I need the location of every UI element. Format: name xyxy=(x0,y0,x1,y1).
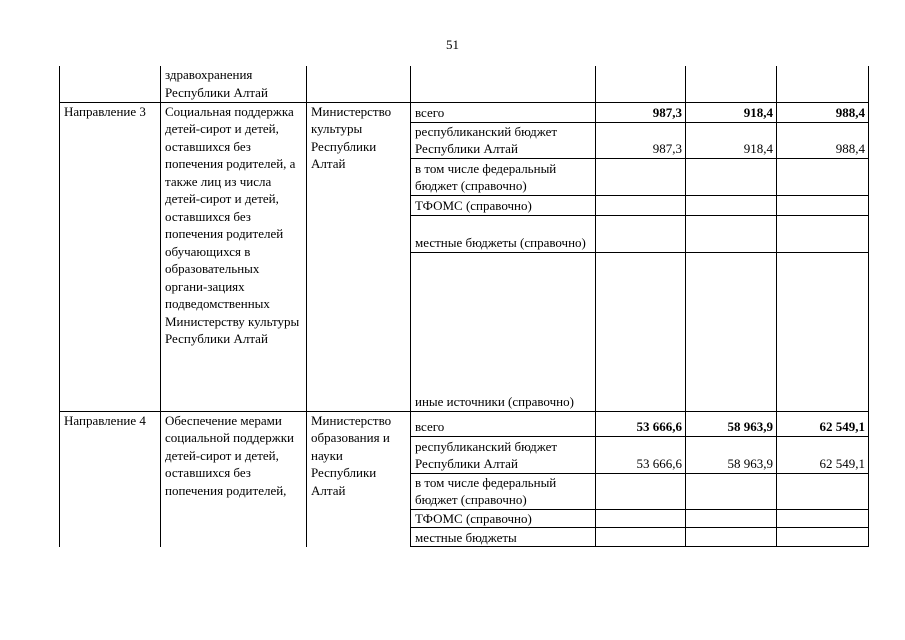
value-year-2: 58 963,9 xyxy=(686,411,777,436)
source-label: ТФОМС (справочно) xyxy=(411,509,596,528)
source-label: ТФОМС (справочно) xyxy=(411,195,596,215)
value-year-1: 53 666,6 xyxy=(596,436,686,473)
value-year-3: 62 549,1 xyxy=(777,436,869,473)
direction-label: Направление 3 xyxy=(60,102,161,411)
value-year-2 xyxy=(686,215,777,252)
value-year-2 xyxy=(686,509,777,528)
source-cell-prev xyxy=(411,66,596,102)
value-year-2 xyxy=(686,528,777,547)
source-label: всего xyxy=(411,102,596,122)
value-year-3 xyxy=(777,158,869,195)
measure-description: Социальная поддержка детей-сирот и детей, оставшихся без попечения родителей, а также лиц из числа детей-сирот и детей, оставшихся без попечения родителей обучающихся в образовательных органи-зациях подведомственных Министерству культуры Республики Алтай xyxy=(161,102,307,411)
dir3-row-total xyxy=(60,102,869,122)
value-year-2: 918,4 xyxy=(686,102,777,122)
value-year-2 xyxy=(686,195,777,215)
source-label: местные бюджеты xyxy=(411,528,596,547)
value-year-3 xyxy=(777,195,869,215)
value-year-3 xyxy=(777,509,869,528)
source-label: в том числе федеральный бюджет (справочно) xyxy=(411,158,596,195)
dir4-row-total xyxy=(60,411,869,436)
value-year-2: 58 963,9 xyxy=(686,436,777,473)
executor-cell-prev xyxy=(307,66,411,102)
value-year-2 xyxy=(686,252,777,411)
value-year-3: 62 549,1 xyxy=(777,411,869,436)
value-cell-prev-1 xyxy=(596,66,686,102)
measure-description: Обеспечение мерами социальной поддержки детей-сирот и детей, оставшихся без попечения родителей, xyxy=(161,411,307,547)
source-label: республиканский бюджет Республики Алтай xyxy=(411,122,596,158)
measure-cell-prev: здравохранения Республики Алтай xyxy=(161,66,307,102)
value-year-2 xyxy=(686,158,777,195)
value-year-2: 918,4 xyxy=(686,122,777,158)
source-label: местные бюджеты (справочно) xyxy=(411,215,596,252)
value-year-3: 988,4 xyxy=(777,122,869,158)
value-year-1 xyxy=(596,195,686,215)
value-year-1 xyxy=(596,215,686,252)
value-year-1 xyxy=(596,473,686,509)
value-year-2 xyxy=(686,473,777,509)
value-year-3: 988,4 xyxy=(777,102,869,122)
value-year-1: 987,3 xyxy=(596,102,686,122)
value-year-3 xyxy=(777,215,869,252)
value-year-1: 53 666,6 xyxy=(596,411,686,436)
value-cell-prev-2 xyxy=(686,66,777,102)
source-label: в том числе федеральный бюджет (справочно) xyxy=(411,473,596,509)
source-label: иные источники (справочно) xyxy=(411,252,596,411)
page-number: 51 xyxy=(446,37,459,52)
value-year-3 xyxy=(777,252,869,411)
value-year-1 xyxy=(596,158,686,195)
value-year-1: 987,3 xyxy=(596,122,686,158)
executor: Министерство образования и науки Республики Алтай xyxy=(307,411,411,547)
continuation-row xyxy=(60,66,869,102)
budget-table xyxy=(59,66,869,547)
executor: Министерство культуры Республики Алтай xyxy=(307,102,411,411)
source-label: республиканский бюджет Республики Алтай xyxy=(411,436,596,473)
value-year-1 xyxy=(596,252,686,411)
value-cell-prev-3 xyxy=(777,66,869,102)
value-year-3 xyxy=(777,528,869,547)
direction-label: Направление 4 xyxy=(60,411,161,547)
value-year-1 xyxy=(596,509,686,528)
direction-cell-prev xyxy=(60,66,161,102)
source-label: всего xyxy=(411,411,596,436)
value-year-3 xyxy=(777,473,869,509)
value-year-1 xyxy=(596,528,686,547)
